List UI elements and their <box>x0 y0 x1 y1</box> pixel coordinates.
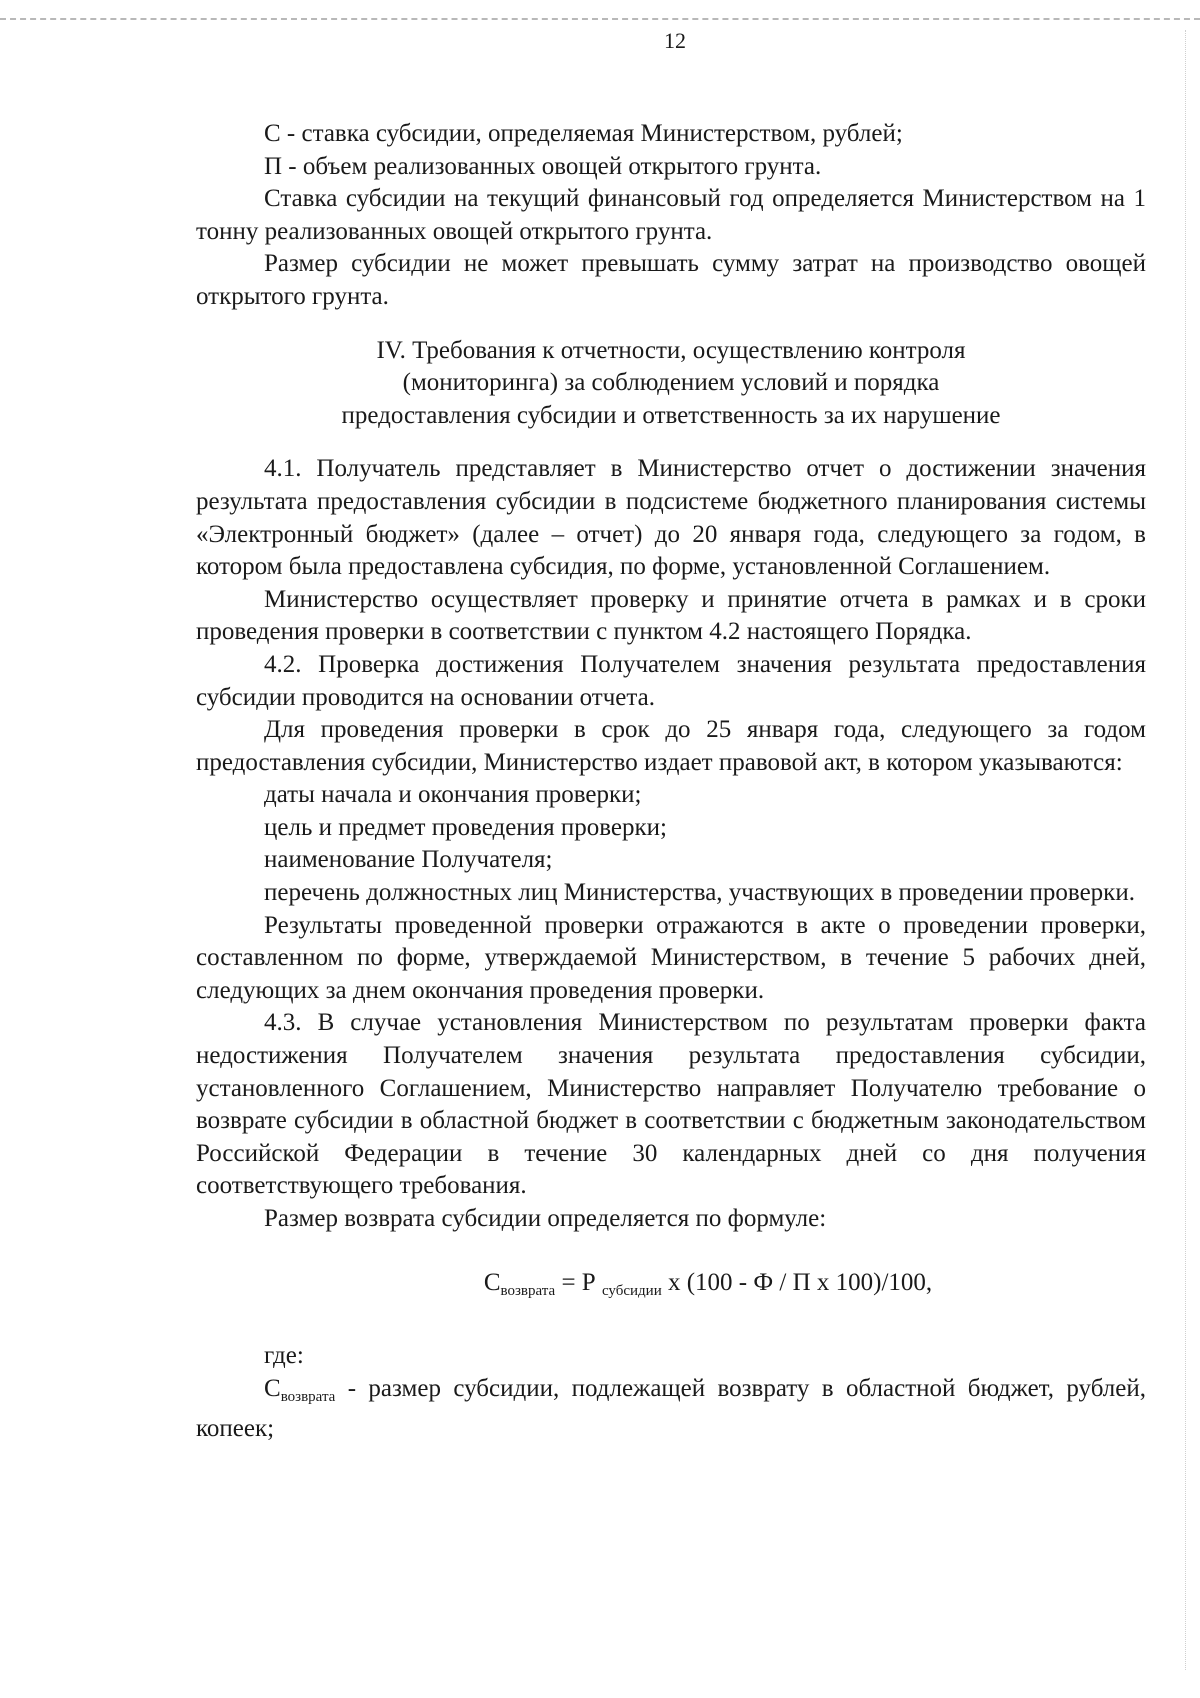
section-heading-line-2: (мониторинга) за соблюдением условий и порядка <box>402 369 940 397</box>
document-body <box>196 118 1146 1446</box>
section-heading-line-3: предоставления субсидии и ответственность за их нарушение <box>341 401 1001 429</box>
section-heading <box>196 335 1146 433</box>
formula-rhs-subscript: субсидии <box>601 1282 662 1299</box>
paragraph-legal-act: Для проведения проверки в срок до 25 января года, следующего за годом предоставления субсидии, Министерство издает правовой акт, в котором указываются: <box>196 716 1146 776</box>
paragraph-4-3: 4.3. В случае установления Министерством по результатам проверки факта недостижения Получателем значения результата предоставления субсидии, установленного Соглашением, Министерство направляет Получателю требование о возврате субсидии в областной бюджет в соответствии с бюджетным законодательством Российской Федерации в течение 30 календарных дней со дня получения соответствующего требования. <box>196 1009 1146 1200</box>
paragraph-check-results: Результаты проведенной проверки отражаются в акте о проведении проверки, составленном по форме, утверждаемой Министерством, в течение 5 рабочих дней, следующих за днем окончания проведения проверки. <box>196 911 1146 1004</box>
paragraph-rate-determination: Ставка субсидии на текущий финансовый год определяется Министерством на 1 тонну реализованных овощей открытого грунта. <box>196 185 1146 245</box>
paragraph-subsidy-limit: Размер субсидии не может превышать сумму затрат на производство овощей открытого грунта. <box>196 250 1146 310</box>
list-item: цель и предмет проведения проверки; <box>264 813 667 841</box>
section-heading-line-1: IV. Требования к отчетности, осуществлению контроля <box>376 336 966 364</box>
formula-eq: = Р <box>555 1268 602 1296</box>
formula-lhs-subscript: возврата <box>500 1282 556 1299</box>
list-item: наименование Получателя; <box>264 846 553 874</box>
definition-symbol: С <box>264 1374 281 1402</box>
paragraph-volume-definition: П - объем реализованных овощей открытого грунта. <box>264 152 822 180</box>
return-formula <box>196 1267 1146 1308</box>
paragraph-return-formula-intro: Размер возврата субсидии определяется по формуле: <box>264 1205 827 1232</box>
paragraph-4-2: 4.2. Проверка достижения Получателем значения результата предоставления субсидии проводится на основании отчета. <box>196 650 1146 711</box>
paragraph-where: где: <box>264 1342 304 1370</box>
list-item: даты начала и окончания проверки; <box>264 781 642 809</box>
paragraph-rate-definition: С - ставка субсидии, определяемая Министерством, рублей; <box>264 120 903 147</box>
paragraph-return-definition <box>196 1373 1146 1446</box>
scan-edge-top <box>0 18 1200 20</box>
formula-lhs: С <box>483 1268 501 1296</box>
paragraph-report-check: Министерство осуществляет проверку и принятие отчета в рамках и в сроки проведения проверки в соответствии с пунктом 4.2 настоящего Порядка. <box>196 585 1146 646</box>
list-item: перечень должностных лиц Министерства, участвующих в проведении проверки. <box>264 879 1135 907</box>
scan-edge-right <box>1185 30 1186 1670</box>
page-number: 12 <box>664 28 686 53</box>
formula-rest: х (100 - Ф / П х 100)/100, <box>661 1268 933 1296</box>
definition-subscript: возврата <box>280 1388 336 1405</box>
definition-text: - размер субсидии, подлежащей возврату в областной бюджет, рублей, копеек; <box>196 1374 1146 1443</box>
paragraph-4-1: 4.1. Получатель представляет в Министерство отчет о достижении значения результата предоставления субсидии в подсистеме бюджетного планирования системы «Электронный бюджет» (далее – отчет) до 20 января года, следующего за годом, в котором была предоставлена субсидия, по форме, установленной Соглашением. <box>196 455 1146 581</box>
